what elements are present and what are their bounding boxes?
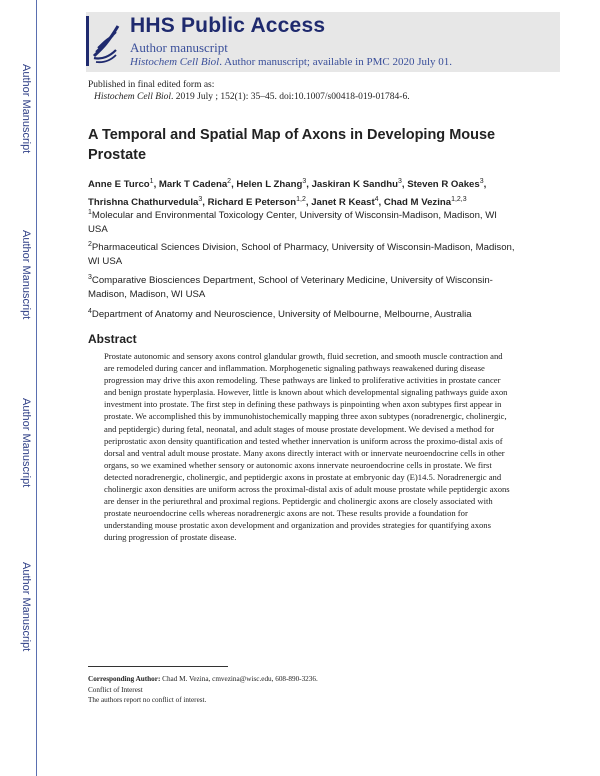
author-affiliation-marker: 1 [149, 178, 154, 185]
affiliation-text: Pharmaceutical Sciences Division, School of Pharmacy, University of Wisconsin-Madison, Madison, WI USA [88, 242, 515, 268]
affiliation-4 [88, 305, 518, 322]
article-title: A Temporal and Spatial Map of Axons in Developing Mouse Prostate [88, 127, 496, 163]
corresponding-author-text: Chad M. Vezina, cmvezina@wisc.edu, 608-890-3236. [160, 675, 318, 683]
author-name: Jaskiran K Sandhu [311, 179, 398, 191]
author-separator: , [378, 197, 384, 209]
side-label-author-manuscript: Author Manuscript [20, 230, 32, 320]
conflict-of-interest-heading: Conflict of Interest [88, 686, 143, 694]
affiliation-text: Department of Anatomy and Neuroscience, University of Melbourne, Melbourne, Australia [91, 309, 472, 321]
author-separator: , [306, 179, 312, 191]
affiliation-number: 2 [88, 241, 92, 248]
footnote-divider [88, 666, 228, 667]
abstract-heading: Abstract [88, 332, 137, 346]
citation-details: . 2019 July ; 152(1): 35–45. doi:10.1007/s00418-019-01784-6. [171, 92, 410, 102]
author-separator: , [231, 179, 237, 191]
author-affiliation-marker: 4 [374, 196, 379, 204]
author-name: Chad M Vezina [383, 197, 452, 209]
author-separator: , [401, 179, 408, 191]
conflict-of-interest-text: The authors report no conflict of interest. [88, 696, 207, 704]
author-separator: , [153, 179, 159, 191]
availability-text: . Author manuscript; available in PMC 2020 July 01. [219, 56, 453, 68]
author-list [88, 174, 518, 210]
author-affiliation-marker: 3 [302, 178, 307, 185]
author-name: Anne E Turco [88, 179, 150, 191]
author-name: Helen L Zhang [236, 179, 303, 191]
author-name: Janet R Keast [311, 197, 375, 209]
corresponding-author-note [88, 674, 318, 684]
citation-journal: Histochem Cell Biol [94, 92, 172, 102]
author-name: Mark T Cadena [158, 179, 228, 191]
published-final-label: Published in final edited form as: [88, 80, 215, 90]
affiliation-2 [88, 238, 518, 269]
author-affiliation-marker: 3 [397, 178, 402, 185]
availability-line [130, 56, 452, 68]
affiliation-1 [88, 206, 518, 237]
publication-citation [94, 92, 410, 102]
affiliation-number: 3 [88, 274, 92, 281]
author-separator: , [483, 179, 487, 191]
side-label-author-manuscript: Author Manuscript [20, 398, 32, 488]
author-name: Thrishna Chathurvedula [88, 197, 199, 209]
side-label-author-manuscript: Author Manuscript [20, 562, 32, 652]
author-manuscript-label: Author manuscript [130, 40, 228, 55]
affiliation-number: 1 [88, 209, 92, 216]
corresponding-author-label: Corresponding Author: [88, 675, 161, 683]
author-name: Steven R Oakes [407, 179, 480, 191]
author-affiliation-marker: 1,2 [296, 196, 306, 204]
side-rail [36, 0, 37, 776]
affiliation-text: Molecular and Environmental Toxicology Center, University of Wisconsin-Madison, Madison, WI USA [88, 210, 497, 236]
affiliation-number: 4 [88, 308, 92, 315]
side-label-author-manuscript: Author Manuscript [20, 64, 32, 154]
abstract-body: Prostate autonomic and sensory axons control glandular growth, fluid secretion, and smooth muscle contraction and are remodeled during cancer and inflammation. Morphogenetic signaling pathways reawakened during disease progression may drive this axon remodeling. These pathways are linked to proliferative activities in prostate cancer and benign prostate hyperplasia. However, little is known about which developmental signaling pathways guide axon investment into prostate. The first step in defining these pathways is pinpointing when axon subtypes first appear in prostate. We accomplished this by immunohistochemically mapping three axon subtypes (noradrenergic, cholinergic, and peptidergic) during fetal, neonatal, and adult stages of mouse prostate development. We devised a method for periprostatic axon density quantification and tested whether innervation is uniform across the proximo-distal axis of dorsal and ventral adult mouse prostate. Many axons directly interact with or innervate neuroendocrine cells in other organs, so we examined whether sensory or autonomic axons innervate neuroendocrine cells in prostate. We first detected noradrenergic, cholinergic, and peptidergic axons in prostate at embryonic day (E)14.5. Noradrenergic and cholinergic axon densities are uniform across the proximal-distal axis of adult mouse prostate while peptidergic axons are denser in the periurethral and proximal regions. Peptidergic and cholinergic axons are closely associated with prostate neuroendocrine cells whereas noradrenergic axons are not. These results provide a foundation for understanding mouse prostatic axon development and organization and provides strategies for quantifying axons during progression of prostate disease. [104, 351, 510, 543]
affiliation-3 [88, 271, 518, 302]
journal-name: Histochem Cell Biol [130, 56, 220, 68]
author-affiliation-marker: 3 [198, 196, 203, 204]
author-separator: , [202, 197, 208, 209]
hhs-header-banner [86, 12, 560, 72]
hhs-public-access-title: HHS Public Access [130, 14, 326, 37]
author-affiliation-marker: 3 [479, 178, 484, 185]
author-separator: , [305, 197, 312, 209]
author-affiliation-marker: 2 [227, 178, 232, 185]
author-name: Richard E Peterson [207, 197, 297, 209]
hhs-eagle-logo-icon [86, 16, 122, 66]
affiliation-text: Comparative Biosciences Department, School of Veterinary Medicine, University of Wisconsin-Madison, Madison, WI USA [88, 275, 493, 301]
author-affiliation-marker: 1,2,3 [451, 196, 467, 204]
